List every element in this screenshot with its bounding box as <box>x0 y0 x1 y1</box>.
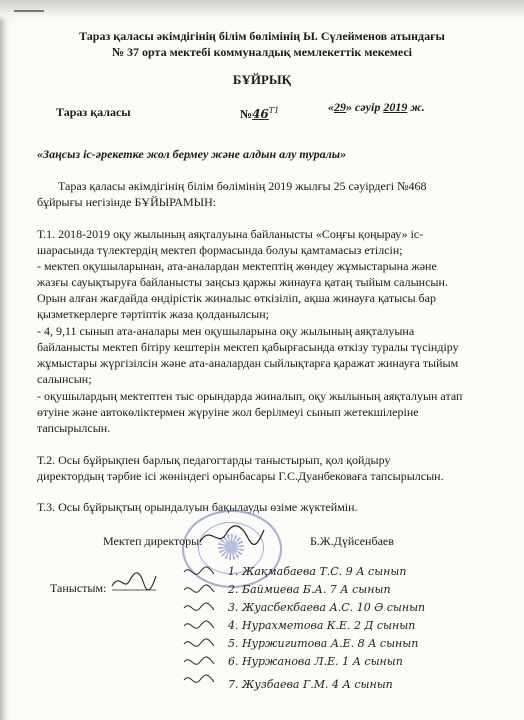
number-handwritten: 46 <box>252 107 269 121</box>
order-number <box>240 103 279 122</box>
director-title: Мектеп директоры: <box>103 534 203 548</box>
t1-line: шарасында түлектердің мектеп формасында болуы қамтамасыз етілсін; <box>37 243 403 257</box>
t1-line: - 4, 9,11 сынып ата-аналары мен оқушыларына оқу жылының аяқталуына <box>37 324 415 338</box>
city-label: Тараз қаласы <box>56 105 131 119</box>
t3-line: Т.3. Осы бұйрықтың орындалуын бақылауды өзіме жүктеймін. <box>37 500 358 514</box>
acquainted-signature <box>110 570 158 594</box>
document-type: БҰЙРЫҚ <box>232 72 292 87</box>
scan-edge-shadow <box>0 0 10 720</box>
t2-line: Т.2. Осы бұйрықпен барлық педагогтарды таныстырып, қол қойдыру <box>37 453 391 467</box>
handwritten-entry: 7. Жузбаева Г.М. 4 А сынып <box>228 678 393 691</box>
director-name: Б.Ж.Дүйсенбаев <box>310 534 394 548</box>
number-suffix-handwritten: Т1 <box>268 106 280 115</box>
header-line-1: Тараз қаласы әкімдігінің білім бөлімінің Ы. Сүлейменов атындағы <box>79 29 445 43</box>
handwritten-entry: 1. Жақмабаева Т.С. 9 А сынып <box>228 565 407 578</box>
acquainted-label: Таныстым: <box>50 581 107 595</box>
intro-line: бұйрығы негізінде БҰЙЫРАМЫН: <box>37 195 217 209</box>
order-subject: «Заңсыз іс-әрекетке жол бермеу және алдын алу туралы» <box>37 147 347 161</box>
intro-line: Тараз қаласы әкімдігінің білім бөлімінің 2019 жылғы 25 сәуірдегі №468 <box>58 179 427 193</box>
date-close-quote: » <box>346 100 352 114</box>
t1-line: жұмыстары жүргізілсін және ата-аналардан сыйлықтарға қаражат жинауға тыйым <box>37 356 459 370</box>
date-tail: ж. <box>407 100 425 114</box>
director-signature <box>196 522 266 550</box>
order-date <box>328 100 425 115</box>
scan-mark <box>14 10 44 12</box>
date-year: 2019 <box>383 100 408 114</box>
t1-line: байланысты мектеп бітіру кештерін мектеп қабырғасында өткізу туралы түсіндіру <box>37 340 459 354</box>
header-line-2: № 37 орта мектебі коммуналдық мемлекеттік мекемесі <box>111 45 413 59</box>
handwritten-entry: 5. Нуржигитова А.Е. 8 А сынып <box>228 637 419 650</box>
t1-line: жазғы сауықтыруға байланысты заңсыз қаржы жинауға қатаң тыйым салынсын. <box>37 275 448 289</box>
number-prefix: № <box>240 107 253 121</box>
date-day: 29 <box>334 100 346 114</box>
date-open-quote: « <box>328 100 334 114</box>
t1-line: Орын алған жағдайда өндірістік жиналыс өткізіліп, ақша жинауға қатысы бар <box>37 291 436 305</box>
signatures-column <box>180 562 226 692</box>
scan-top-shadow <box>0 0 524 22</box>
t1-line: тапсырылсын. <box>37 421 111 435</box>
t1-line: Т.1. 2018-2019 оқу жылының аяқталуына байланысты «Соңғы қоңырау» іс- <box>37 227 424 241</box>
handwritten-entry: 3. Жуасбекбаева А.С. 10 Ә сынып <box>228 601 426 614</box>
date-month: сәуір <box>355 100 381 114</box>
t1-line: - оқушылардың мектептен тыс орындарда жиналып, оқу жылының аяқталуын атап <box>37 389 463 403</box>
t1-line: өтуіне және автокөліктермен жүруіне жол берілмеуі сынып жетекшілеріне <box>37 405 419 419</box>
handwritten-entry: 6. Нуржанова Л.Е. 1 А сынып <box>228 655 403 668</box>
handwritten-entry: 2. Баймиева Б.А. 7 А сынып <box>228 583 391 596</box>
t1-line: салынсын; <box>37 372 92 386</box>
t1-line: қызметкерлерге тәртіптік жаза қолданылсын; <box>37 307 269 321</box>
t2-line: директордың тәрбие ісі жөніндегі орынбасары Г.С.Дуанбековаға тапсырылсын. <box>37 469 444 483</box>
t1-line: - мектеп оқушыларынан, ата-аналардан мектептің жөндеу жұмыстарына және <box>37 259 437 273</box>
handwritten-entry: 4. Нурахметова К.Е. 2 Д сынып <box>228 619 416 632</box>
